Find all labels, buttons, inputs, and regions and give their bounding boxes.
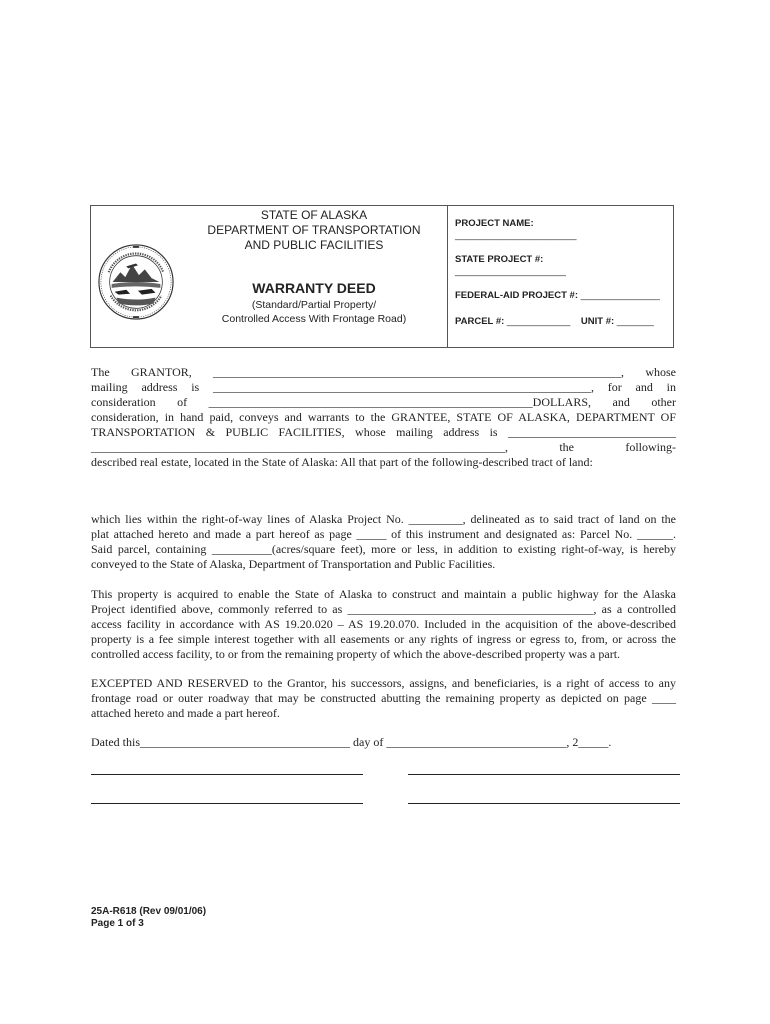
form-number: 25A-R618 (Rev 09/01/06) — [91, 906, 207, 917]
agency-name — [181, 208, 447, 253]
parcel-label: PARCEL #: — [455, 316, 505, 327]
paragraph-line: TRANSPORTATION & PUBLIC FACILITIES, whose mailing address is ____________________________ — [91, 425, 676, 439]
paragraph-line: This property is acquired to enable the State of Alaska to construct and maintain a public highway for the Alaska — [91, 587, 676, 601]
paragraph-line: _____________________________________________________________________, the following- — [91, 440, 676, 454]
paragraph-line: frontage road or outer roadway that may be constructed abutting the remaining property as depicted on page ____ — [91, 691, 676, 705]
parcel-blank[interactable]: ____________ — [506, 316, 571, 327]
paragraph-line: conveyed to the State of Alaska, Department of Transportation and Public Facilities. — [91, 557, 496, 571]
excepted-reserved-paragraph — [91, 676, 676, 721]
form-footer — [91, 906, 206, 930]
signature-line-right-2[interactable] — [408, 803, 680, 804]
parcel-unit-field[interactable] — [455, 316, 673, 328]
paragraph-line: Said parcel, containing __________(acres/square feet), more or less, in addition to existing right-of-way, is hereby — [91, 542, 676, 556]
document-title: WARRANTY DEED — [252, 280, 376, 296]
state-project-field[interactable] — [455, 254, 673, 278]
state-project-blank[interactable]: _____________________ — [455, 266, 566, 277]
signature-line-left-2[interactable] — [91, 803, 363, 804]
signature-line-left-1[interactable] — [91, 774, 363, 775]
federal-aid-blank[interactable]: _______________ — [580, 290, 660, 301]
paragraph-line: access facility in accordance with AS 19.20.020 – AS 19.20.070. Included in the acquisition of the above-described — [91, 617, 676, 631]
unit-label: UNIT #: — [580, 316, 615, 327]
federal-aid-label: FEDERAL-AID PROJECT #: — [455, 290, 578, 301]
header-box — [90, 205, 674, 348]
acquisition-paragraph — [91, 587, 676, 662]
dated-line — [91, 735, 676, 750]
paragraph-line: EXCEPTED AND RESERVED to the Grantor, his successors, assigns, and beneficiaries, is a right of access to any — [91, 676, 676, 690]
project-name-field[interactable] — [455, 218, 673, 242]
state-project-label: STATE PROJECT #: — [455, 254, 544, 265]
subtitle-line-2: Controlled Access With Frontage Road) — [221, 313, 407, 325]
paragraph-line: Project identified above, commonly referred to as _________________________________________, as a controlled — [91, 602, 676, 616]
paragraph-line: mailing address is _______________________________________________________________, for and in — [91, 380, 676, 394]
paragraph-line: consideration, in hand paid, conveys and warrants to the GRANTEE, STATE OF ALASKA, DEPARTMENT OF — [91, 410, 676, 424]
page-number: Page 1 of 3 — [91, 918, 144, 929]
agency-line-2: DEPARTMENT OF TRANSPORTATION — [207, 223, 421, 237]
alaska-dot-seal-icon — [97, 243, 175, 321]
paragraph-line: property is a fee simple interest together with all easements or any rights of ingress or egress to, from, or across the — [91, 632, 676, 646]
signature-line-right-1[interactable] — [408, 774, 680, 775]
right-of-way-paragraph — [91, 512, 676, 572]
paragraph-line: which lies within the right-of-way lines of Alaska Project No. _________, delineated as to said tract of land on the — [91, 512, 676, 526]
dated-text[interactable]: Dated this___________________________________ day of ______________________________, 2_____. — [91, 735, 612, 749]
grantor-paragraph — [91, 365, 676, 470]
federal-aid-project-field[interactable] — [455, 290, 673, 302]
header-left-panel — [91, 206, 448, 347]
unit-blank[interactable]: _______ — [616, 316, 654, 327]
paragraph-line: controlled access facility, to or from the remaining property of which the above-described property was a part. — [91, 647, 621, 661]
project-name-blank[interactable]: _______________________ — [455, 230, 577, 241]
paragraph-line: plat attached hereto and made a part hereof as page _____ of this instrument and designated as: Parcel No. ______. — [91, 527, 676, 541]
agency-line-1: STATE OF ALASKA — [260, 208, 368, 222]
paragraph-line: consideration of ______________________________________________________DOLLARS, and other — [91, 395, 676, 409]
document-subtitle — [181, 298, 447, 326]
project-name-label: PROJECT NAME: — [455, 218, 534, 229]
paragraph-line: attached hereto and made a part hereof. — [91, 706, 280, 720]
paragraph-line: described real estate, located in the State of Alaska: All that part of the following-described tract of land: — [91, 455, 593, 469]
agency-line-3: AND PUBLIC FACILITIES — [244, 238, 384, 252]
paragraph-line: The GRANTOR, ____________________________________________________________________, whose — [91, 365, 676, 379]
subtitle-line-1: (Standard/Partial Property/ — [251, 299, 377, 311]
project-fields-panel — [448, 206, 673, 347]
